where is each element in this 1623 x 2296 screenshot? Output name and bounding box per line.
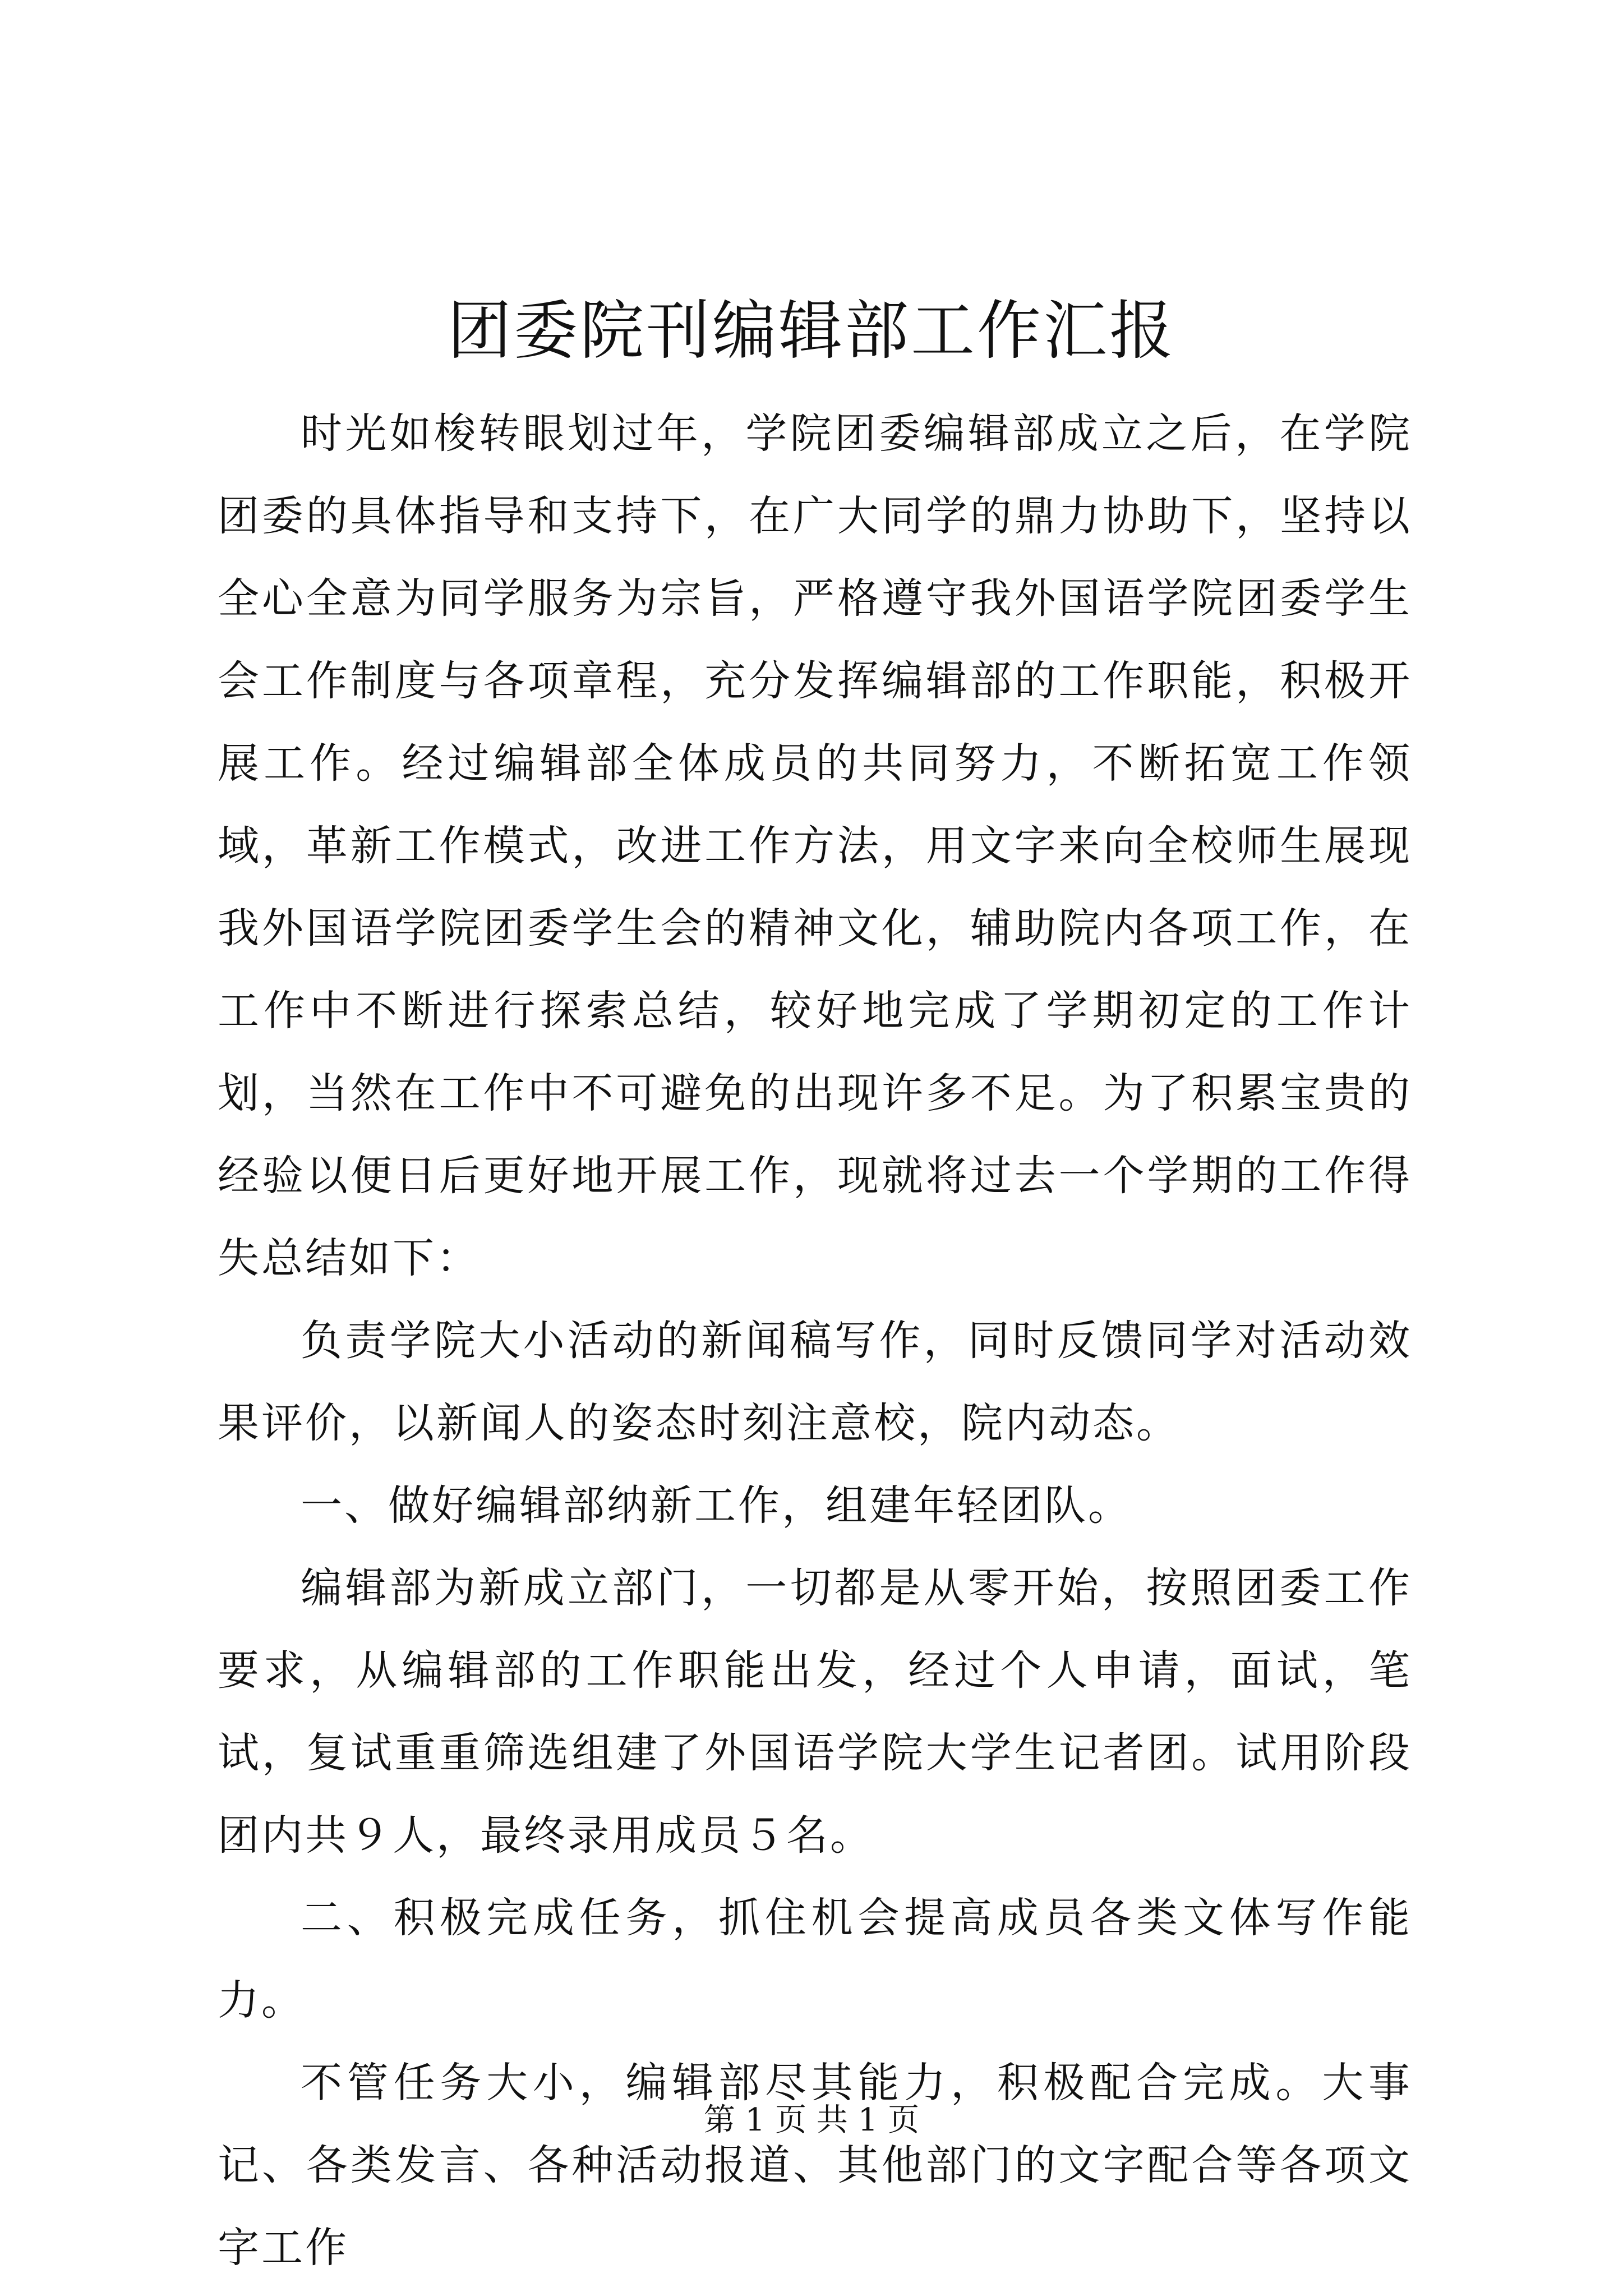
section-heading: 二、积极完成任务，抓住机会提高成员各类文体写作能力。 [218,1894,1412,2024]
document-body [218,393,1412,2289]
document-title: 团委院刊编辑部工作汇报 [447,293,1175,368]
body-paragraph: 负责学院大小活动的新闻稿写作，同时反馈同学对活动效果评价，以新闻人的姿态时刻注意校，院内动态。 [218,1317,1412,1447]
page-number-footer: 第 1 页 共 1 页 [703,2102,920,2138]
body-paragraph: 时光如梭转眼划过年，学院团委编辑部成立之后，在学院团委的具体指导和支持下，在广大同学的鼎力协助下，坚持以全心全意为同学服务为宗旨，严格遵守我外国语学院团委学生会工作制度与各项章程，充分发挥编辑部的工作职能，积极开展工作。经过编辑部全体成员的共同努力，不断拓宽工作领域，革新工作模式，改进工作方法，用文字来向全校师生展现我外国语学院团委学生会的精神文化，辅助院内各项工作，在工作中不断进行探索总结，较好地完成了学期初定的工作计划，当然在工作中不可避免的出现许多不足。为了积累宝贵的经验以便日后更好地开展工作，现就将过去一个学期的工作得失总结如下： [218,409,1412,1282]
section-heading: 一、做好编辑部纳新工作，组建年轻团队。 [301,1481,1132,1530]
body-paragraph: 编辑部为新成立部门，一切都是从零开始，按照团委工作要求，从编辑部的工作职能出发，经过个人申请，面试，笔试，复试重重筛选组建了外国语学院大学生记者团。试用阶段团内共９人，最终录用成员５名。 [218,1564,1412,1860]
body-paragraph: 不管任务大小，编辑部尽其能力，积极配合完成。大事记、各类发言、各种活动报道、其他部门的文字配合等各项文字工作 [218,2059,1412,2272]
